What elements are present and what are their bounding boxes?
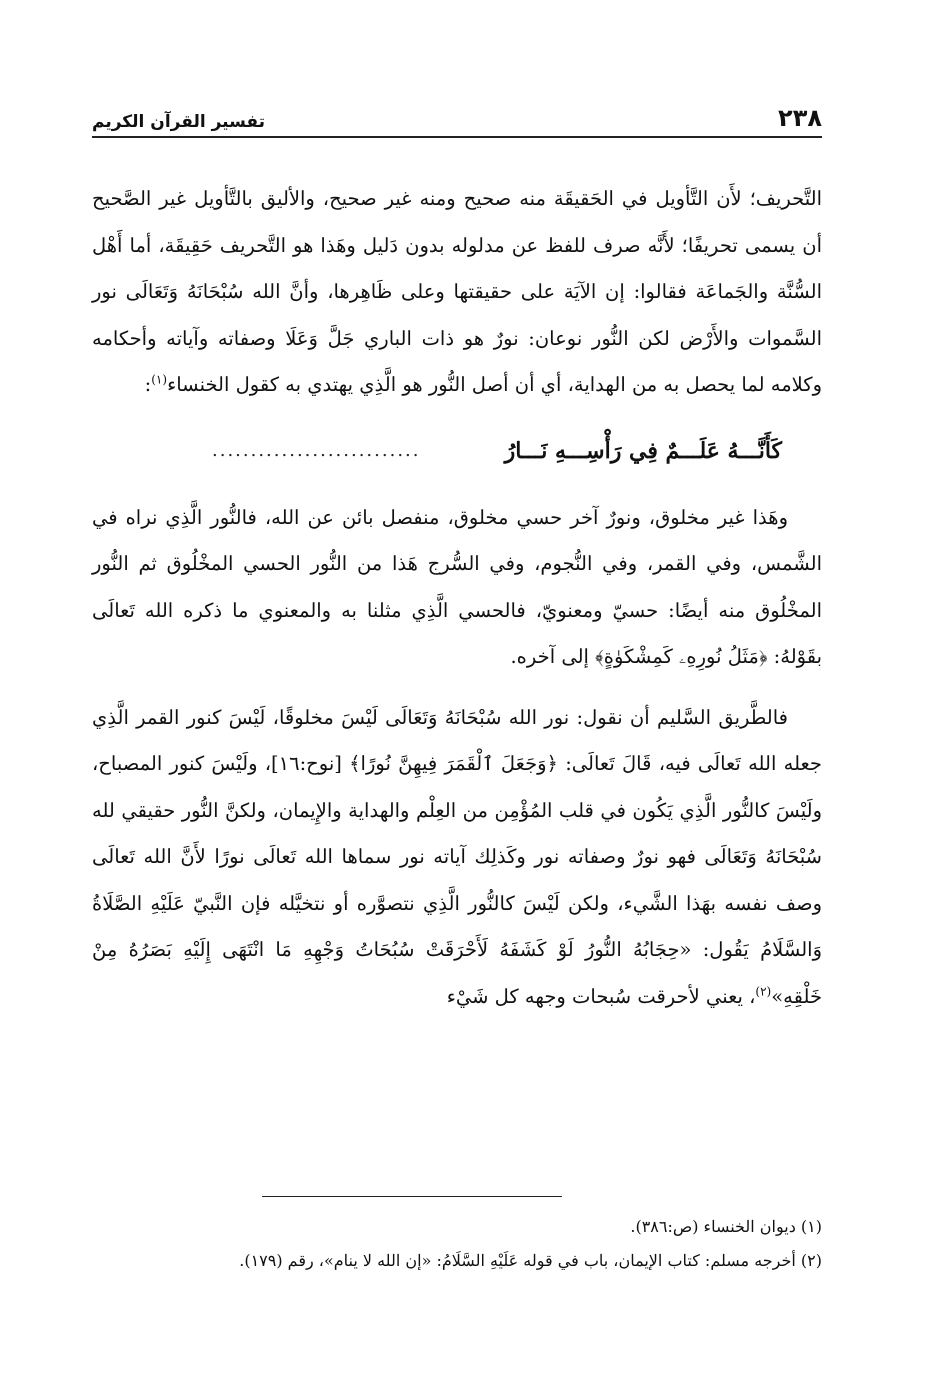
verse-hemistich: كَأَنَّـــهُ عَلَـــمٌ فِي رَأْسِـــهِ نَـــارُ (504, 438, 782, 465)
page-number: ٢٣٨ (778, 104, 822, 132)
footnote-1: (١) ديوان الخنساء (ص:٣٨٦). (630, 1217, 822, 1236)
paragraph-1 (92, 176, 822, 409)
paragraph-3-end: ، يعني لأحرقت سُبحات وجهه كل شَيْء (446, 984, 756, 1008)
running-title: تفسير القرآن الكريم (92, 112, 266, 132)
footnote-2: (٢) أخرجه مسلم: كتاب الإيمان، باب في قوله عَلَيْهِ السَّلَامُ: «إن الله لا ينام»، رقم (١٧٩). (239, 1251, 822, 1270)
paragraph-gap (92, 681, 822, 695)
footnote-ref-2: (٢) (755, 984, 772, 998)
paragraph-2: وهَذا غير مخلوق، ونورٌ آخر حسي مخلوق، منفصل بائن عن الله، فالنُّور الَّذِي نراه في الشَّمس، وفي القمر، وفي النُّجوم، وفي السُّرج هَذا من النُّور الحسي المخْلُوق ثم النُّور المخْلُوق منه أيضًا: حسيّ ومعنويّ، فالحسي الَّذِي مثلنا به والمعنوي ما ذكره الله تَعالَى بقَوْلهُ: ﴿مَثَلُ نُورِهِۦ كَمِشْكَوٰةٍ﴾ إلى آخره. (92, 505, 822, 668)
poetry-verse (92, 409, 822, 495)
verse-ellipsis: ........................... (212, 440, 421, 462)
paragraph-3-text: فالطَّريق السَّليم أن نقول: نور الله سُبْحَانَهُ وَتَعَالَى لَيْسَ مخلوقًا، لَيْسَ كنور القمر الَّذِي جعله الله تَعالَى فيه، قَالَ تَعالَى: ﴿وَجَعَلَ ٱلْقَمَرَ فِيهِنَّ نُورًا﴾ [نوح:١٦]، ولَيْسَ كنور المصباح، ولَيْسَ كالنُّور الَّذِي يَكُون في قلب المُؤْمِن من العِلْم والهداية والإِيمان، ولكنَّ النُّور حقيقي لله سُبْحَانَهُ وَتَعَالَى فهو نورٌ وصفاته نور وكَذلِك آياته نور سماها الله تَعالَى نورًا لأَنَّ الله تَعالَى وصف نفسه بهَذا الشَّيء، ولكن لَيْسَ كالنُّور الَّذِي نتصوَّره أو نتخيَّله فإن النَّبيّ عَلَيْهِ الصَّلَاةُ وَالسَّلَامُ يَقُول: «حِجَابُهُ النُّورُ لَوْ كَشَفَهُ لَأَحْرَقَتْ سُبُحَاتُ وَجْهِهِ مَا انْتَهَى إِلَيْهِ بَصَرُهُ مِنْ خَلْقِهِ» (92, 705, 822, 1008)
page (92, 92, 822, 1020)
paragraph-1-text: التَّحريف؛ لأَن التَّأويل في الحَقيقَة منه صحيح ومنه غير صحيح، والأليق بالتَّأويل غير الصَّحيح أن يسمى تحريفًا؛ لأَنَّه صرف للفظ عن مدلوله بدون دَليل وهَذا هو التَّحريف حَقِيقَة، أما أَهْل السُّنَّة والجَماعَة فقالوا: إن الآيَة على حقيقتها وعلى ظَاهِرها، وأنَّ الله سُبْحَانَهُ وَتَعَالَى نور السَّموات والأَرْض لكن النُّور نوعان: نورٌ هو ذات الباري جَلَّ وَعَلَا وصفاته وآياته وأحكامه وكلامه لما يحصل به من الهداية، أي أن أصل النُّور هو الَّذِي يهتدي به كقول الخنساء (92, 187, 822, 396)
footnote-ref-1: (١) (151, 372, 168, 387)
footnotes (92, 1210, 822, 1278)
paragraph-3 (92, 695, 822, 1021)
body-text (92, 176, 822, 1020)
page-header (92, 92, 822, 138)
paragraph-1-end: : (144, 373, 152, 396)
footnote-divider (262, 1196, 562, 1197)
